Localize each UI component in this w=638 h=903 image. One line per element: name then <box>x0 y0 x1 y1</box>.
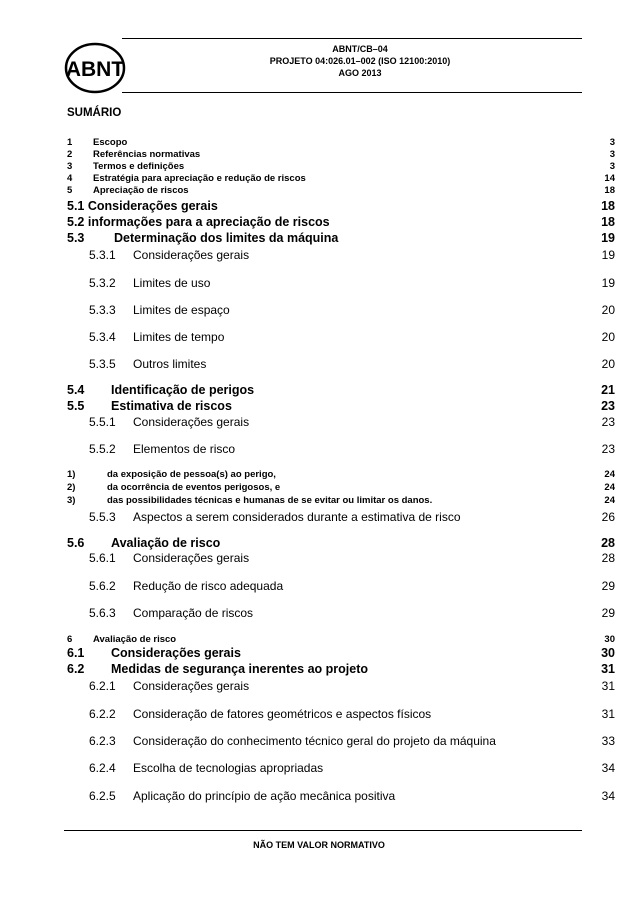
toc-title: SUMÁRIO <box>67 107 122 119</box>
header-date: AGO 2013 <box>338 68 382 78</box>
footer-rule <box>64 830 582 831</box>
header-project: PROJETO 04:026.01–002 (ISO 12100:2010) <box>269 56 451 66</box>
abnt-logo <box>64 42 126 94</box>
svg-text:ABNT: ABNT <box>65 58 125 81</box>
header-bottom-rule <box>122 92 582 93</box>
header-top-rule <box>122 38 582 39</box>
header-committee: ABNT/CB–04 <box>332 44 388 54</box>
footer-disclaimer: NÃO TEM VALOR NORMATIVO <box>253 840 385 850</box>
